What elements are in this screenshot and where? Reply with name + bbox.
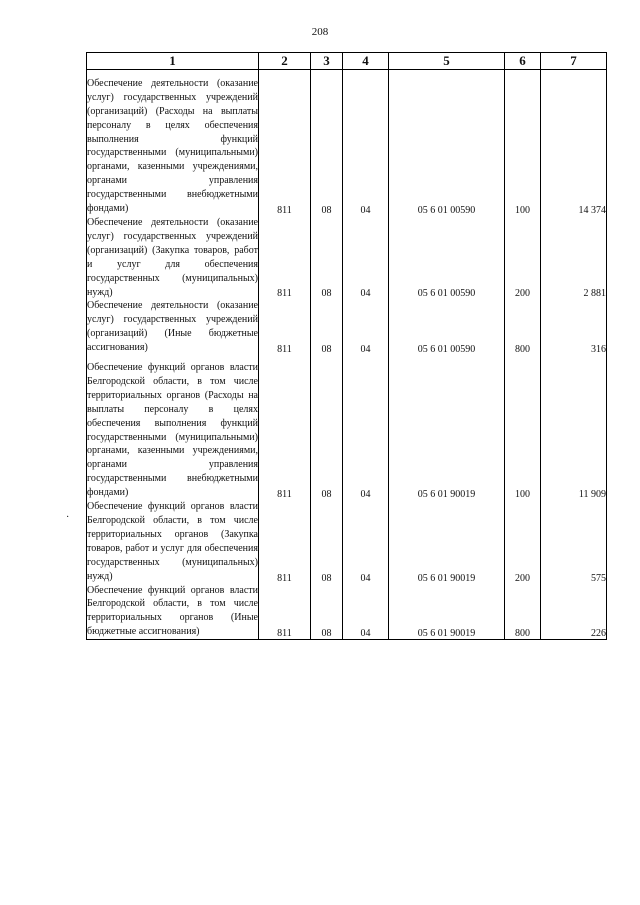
row-subsection: 04 bbox=[343, 584, 389, 640]
row-code: 811 bbox=[259, 355, 311, 500]
row-target: 05 6 01 90019 bbox=[389, 500, 505, 583]
row-description: Обеспечение функций органов власти Белгородской области, в том числе территориальных органов (Иные бюджетные ассигнования) bbox=[87, 584, 259, 640]
row-type: 800 bbox=[505, 584, 541, 640]
header-col-3: 3 bbox=[311, 53, 343, 70]
row-subsection: 04 bbox=[343, 355, 389, 500]
row-type: 100 bbox=[505, 70, 541, 217]
header-row bbox=[87, 53, 607, 70]
table-row bbox=[87, 299, 607, 355]
header-col-7: 7 bbox=[541, 53, 607, 70]
row-subsection: 04 bbox=[343, 299, 389, 355]
row-amount: 575 bbox=[541, 500, 607, 583]
row-description: Обеспечение функций органов власти Белгородской области, в том числе территориальных органов (Закупка товаров, работ и услуг для обеспечения государственных (муниципальных) нужд) bbox=[87, 501, 258, 582]
row-section: 08 bbox=[311, 216, 343, 299]
row-section: 08 bbox=[311, 500, 343, 583]
row-type: 100 bbox=[505, 355, 541, 500]
row-amount: 11 909 bbox=[541, 355, 607, 500]
header-col-4: 4 bbox=[343, 53, 389, 70]
row-target: 05 6 01 90019 bbox=[389, 584, 505, 640]
row-type: 200 bbox=[505, 500, 541, 583]
table-row bbox=[87, 70, 607, 217]
row-code: 811 bbox=[259, 500, 311, 583]
row-subsection: 04 bbox=[343, 70, 389, 217]
row-code: 811 bbox=[259, 216, 311, 299]
row-amount: 2 881 bbox=[541, 216, 607, 299]
row-target: 05 6 01 00590 bbox=[389, 299, 505, 355]
header-col-1: 1 bbox=[87, 53, 259, 70]
row-code: 811 bbox=[259, 299, 311, 355]
row-target: 05 6 01 90019 bbox=[389, 355, 505, 500]
table-row bbox=[87, 584, 607, 640]
row-target: 05 6 01 00590 bbox=[389, 216, 505, 299]
row-code: 811 bbox=[259, 70, 311, 217]
row-description: Обеспечение деятельности (оказание услуг) государственных учреждений (организаций) (Закупка товаров, работ и услуг для обеспечения государственных (муниципальных) нужд) bbox=[87, 217, 258, 298]
row-description: Обеспечение деятельности (оказание услуг) государственных учреждений (организаций) (Расходы на выплаты персоналу в целях обеспечения выполнения функций государственными (муниципальными) органами, казенными учреждениями, органами управления государственными внебюджетными фондами) bbox=[87, 70, 259, 217]
header-col-2: 2 bbox=[259, 53, 311, 70]
stray-mark: · bbox=[66, 512, 70, 523]
row-type: 200 bbox=[505, 216, 541, 299]
row-amount: 226 bbox=[541, 584, 607, 640]
row-section: 08 bbox=[311, 70, 343, 217]
header-col-5: 5 bbox=[389, 53, 505, 70]
header-col-6: 6 bbox=[505, 53, 541, 70]
row-target: 05 6 01 00590 bbox=[389, 70, 505, 217]
row-subsection: 04 bbox=[343, 216, 389, 299]
row-section: 08 bbox=[311, 355, 343, 500]
row-section: 08 bbox=[311, 584, 343, 640]
row-amount: 316 bbox=[541, 299, 607, 355]
row-code: 811 bbox=[259, 584, 311, 640]
budget-table bbox=[86, 52, 607, 640]
row-type: 800 bbox=[505, 299, 541, 355]
table-row bbox=[87, 500, 607, 583]
page-number: 208 bbox=[311, 26, 329, 38]
row-description: Обеспечение функций органов власти Белгородской области, в том числе территориальных органов (Расходы на выплаты персоналу в целях обеспечения выполнения функций государственными (муниципальными) органами, казенными учреждениями, органами управления государственными внебюджетными фондами) bbox=[87, 355, 259, 500]
row-description: Обеспечение деятельности (оказание услуг) государственных учреждений (организаций) (Иные бюджетные ассигнования) bbox=[87, 300, 258, 354]
table-row bbox=[87, 216, 607, 299]
row-subsection: 04 bbox=[343, 500, 389, 583]
row-section: 08 bbox=[311, 299, 343, 355]
row-amount: 14 374 bbox=[541, 70, 607, 217]
table-row bbox=[87, 355, 607, 500]
